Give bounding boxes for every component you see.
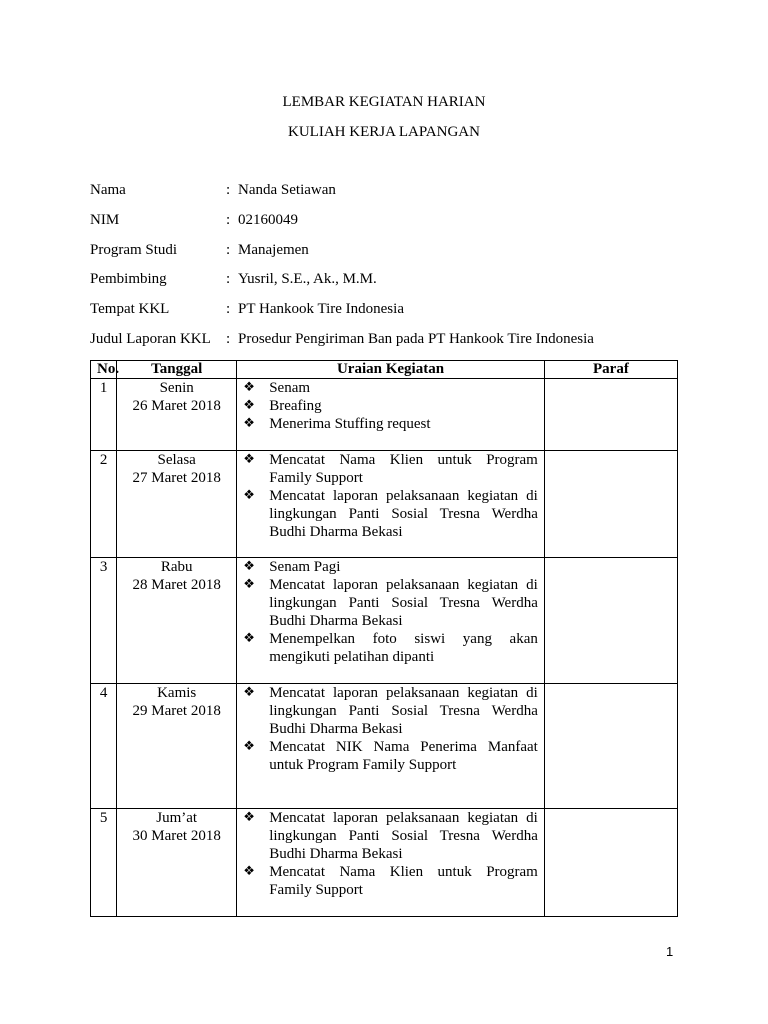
diamond-bullet-icon: ❖	[243, 488, 255, 503]
diamond-bullet-icon: ❖	[243, 452, 255, 467]
date-cell	[117, 558, 237, 684]
activity-item	[243, 379, 538, 397]
paraf-cell[interactable]	[544, 558, 677, 684]
activity-item	[243, 738, 538, 774]
row-number: 3	[91, 558, 117, 684]
diamond-bullet-icon: ❖	[243, 416, 255, 431]
info-row-pembimbing	[90, 271, 710, 301]
table-header-row	[91, 361, 678, 379]
diamond-bullet-icon: ❖	[243, 685, 255, 700]
diamond-bullet-icon: ❖	[243, 398, 255, 413]
activity-text: Mencatat Nama Klien untuk Program Family Support	[269, 452, 538, 486]
info-row-tempat-kkl	[90, 301, 710, 331]
activity-list	[243, 451, 538, 541]
activities-cell	[237, 558, 545, 684]
activity-text: Mencatat laporan pelaksanaan kegiatan di lingkungan Panti Sosial Tresna Werdha Budhi Dharma Bekasi	[269, 488, 538, 540]
diamond-bullet-icon: ❖	[243, 631, 255, 646]
info-colon: :	[226, 182, 231, 198]
info-value: Manajemen	[238, 241, 309, 258]
header-no: No.	[91, 361, 117, 379]
activity-list	[243, 809, 538, 899]
info-label: Judul Laporan KKL	[90, 330, 211, 347]
header-uraian-kegiatan: Uraian Kegiatan	[237, 361, 545, 379]
header-paraf: Paraf	[544, 361, 677, 379]
info-colon: :	[226, 301, 231, 318]
activity-item	[243, 415, 538, 433]
activity-text: Mencatat NIK Nama Penerima Manfaat untuk Program Family Support	[269, 739, 538, 773]
info-label: Pembimbing	[90, 271, 167, 288]
activity-text: Menerima Stuffing request	[269, 416, 431, 432]
student-info	[90, 182, 710, 361]
paraf-cell[interactable]	[544, 379, 677, 451]
diamond-bullet-icon: ❖	[243, 577, 255, 592]
info-value: Nanda Setiawan	[238, 182, 336, 198]
header-tanggal: Tanggal	[117, 361, 237, 379]
date-cell	[117, 451, 237, 558]
table-row	[91, 558, 678, 684]
info-colon: :	[226, 330, 231, 347]
info-colon: :	[226, 271, 231, 288]
date-text: 30 Maret 2018	[132, 828, 221, 844]
date-text: 27 Maret 2018	[132, 470, 221, 486]
activity-item	[243, 630, 538, 666]
activity-text: Senam Pagi	[269, 559, 341, 575]
page-number: 1	[666, 944, 674, 959]
info-row-nim	[90, 212, 710, 242]
info-colon: :	[226, 241, 231, 258]
activity-list	[243, 684, 538, 774]
activity-log-table	[90, 360, 678, 917]
date-text: 28 Maret 2018	[132, 577, 221, 593]
paraf-cell[interactable]	[544, 451, 677, 558]
paraf-cell[interactable]	[544, 684, 677, 809]
activities-cell	[237, 451, 545, 558]
day-name: Jum’at	[156, 810, 198, 826]
info-label: Nama	[90, 182, 126, 198]
table-row	[91, 379, 678, 451]
activity-item	[243, 684, 538, 738]
activity-text: Menempelkan foto siswi yang akan mengikuti pelatihan dipanti	[269, 631, 538, 665]
row-number: 1	[91, 379, 117, 451]
activity-item	[243, 397, 538, 415]
table-row	[91, 684, 678, 809]
date-text: 26 Maret 2018	[132, 398, 221, 414]
activity-item	[243, 487, 538, 541]
activity-list	[243, 558, 538, 666]
date-cell	[117, 379, 237, 451]
activity-item	[243, 863, 538, 899]
info-value: Yusril, S.E., Ak., M.M.	[238, 271, 377, 288]
document-subtitle: KULIAH KERJA LAPANGAN	[288, 124, 480, 140]
info-row-program-studi	[90, 242, 710, 272]
info-label: NIM	[90, 211, 120, 228]
activity-item	[243, 558, 538, 576]
activity-text: Mencatat laporan pelaksanaan kegiatan di lingkungan Panti Sosial Tresna Werdha Budhi Dharma Bekasi	[269, 810, 538, 862]
paraf-cell[interactable]	[544, 809, 677, 917]
diamond-bullet-icon: ❖	[243, 810, 255, 825]
info-label: Program Studi	[90, 241, 178, 258]
info-value: 02160049	[238, 211, 298, 228]
day-name: Rabu	[160, 559, 193, 575]
row-number: 4	[91, 684, 117, 809]
document-title: LEMBAR KEGIATAN HARIAN	[282, 94, 486, 110]
table-body	[91, 379, 678, 917]
diamond-bullet-icon: ❖	[243, 864, 255, 879]
activities-cell	[237, 809, 545, 917]
date-text: 29 Maret 2018	[132, 703, 221, 719]
diamond-bullet-icon: ❖	[243, 739, 255, 754]
activity-item	[243, 451, 538, 487]
activities-cell	[237, 684, 545, 809]
diamond-bullet-icon: ❖	[243, 559, 255, 574]
activities-cell	[237, 379, 545, 451]
row-number: 2	[91, 451, 117, 558]
info-value: Prosedur Pengiriman Ban pada PT Hankook Tire Indonesia	[238, 330, 594, 347]
activity-text: Mencatat laporan pelaksanaan kegiatan di lingkungan Panti Sosial Tresna Werdha Budhi Dharma Bekasi	[269, 685, 538, 737]
date-cell	[117, 809, 237, 917]
activity-item	[243, 809, 538, 863]
info-colon: :	[226, 211, 231, 228]
info-row-judul-laporan	[90, 331, 710, 361]
info-value: PT Hankook Tire Indonesia	[238, 301, 404, 318]
table-row	[91, 451, 678, 558]
activity-text: Mencatat laporan pelaksanaan kegiatan di lingkungan Panti Sosial Tresna Werdha Budhi Dharma Bekasi	[269, 577, 538, 629]
day-name: Kamis	[157, 685, 197, 701]
info-label: Tempat KKL	[90, 301, 170, 318]
activity-item	[243, 576, 538, 630]
activity-text: Breafing	[269, 398, 322, 414]
activity-list	[243, 379, 538, 433]
day-name: Selasa	[157, 452, 196, 468]
table-row	[91, 809, 678, 917]
activity-text: Mencatat Nama Klien untuk Program Family Support	[269, 864, 538, 898]
diamond-bullet-icon: ❖	[243, 380, 255, 395]
row-number: 5	[91, 809, 117, 917]
day-name: Senin	[159, 380, 194, 396]
info-row-nama	[90, 182, 710, 212]
activity-text: Senam	[269, 380, 311, 396]
date-cell	[117, 684, 237, 809]
